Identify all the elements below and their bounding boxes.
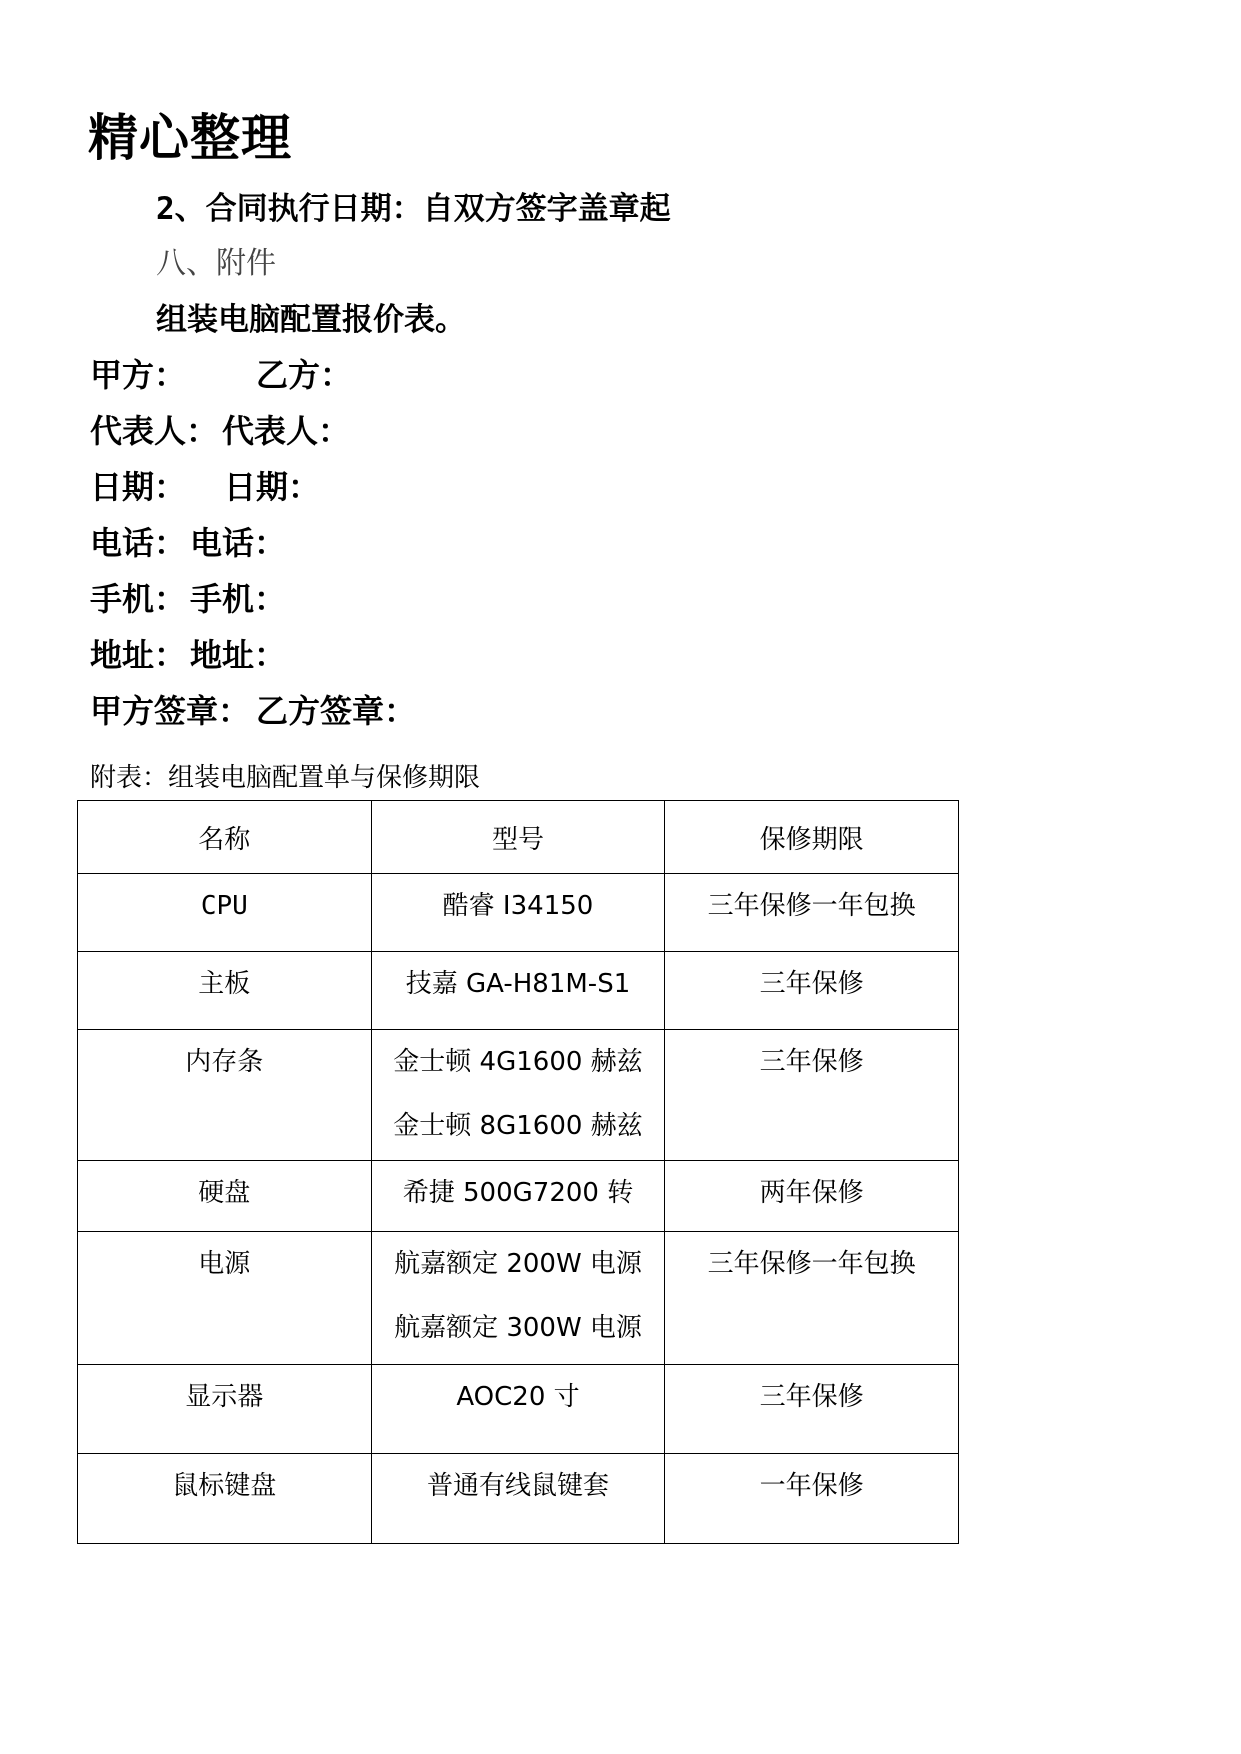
table-row bbox=[78, 952, 959, 1030]
configuration-table bbox=[77, 800, 959, 1544]
cell-name: 硬盘 bbox=[78, 1161, 372, 1232]
party-a-phone-label: 电话： bbox=[90, 524, 187, 562]
cell-model: 酷睿 I34150 bbox=[371, 874, 665, 952]
cell-warranty: 两年保修 bbox=[665, 1161, 959, 1232]
column-header-warranty: 保修期限 bbox=[665, 801, 959, 874]
cell-model: 希捷 500G7200 转 bbox=[371, 1161, 665, 1232]
table-row bbox=[78, 874, 959, 952]
cell-name: 电源 bbox=[78, 1232, 372, 1365]
page-header: 精心整理 bbox=[88, 109, 292, 167]
cell-name: CPU bbox=[78, 874, 372, 952]
cell-model: AOC20 寸 bbox=[371, 1365, 665, 1454]
cell-warranty: 三年保修 bbox=[665, 952, 959, 1030]
party-a-date-label: 日期： bbox=[90, 468, 187, 506]
cell-warranty: 三年保修一年包换 bbox=[665, 874, 959, 952]
cell-name: 主板 bbox=[78, 952, 372, 1030]
cell-model: 普通有线鼠键套 bbox=[371, 1454, 665, 1544]
cell-warranty: 三年保修 bbox=[665, 1030, 959, 1161]
column-header-model: 型号 bbox=[371, 801, 665, 874]
party-b-representative-label: 代表人： bbox=[222, 412, 351, 450]
party-a-label: 甲方： bbox=[90, 356, 187, 394]
attachment-title: 组装电脑配置报价表。 bbox=[156, 302, 466, 338]
table-row bbox=[78, 1030, 959, 1161]
cell-name: 显示器 bbox=[78, 1365, 372, 1454]
table-row bbox=[78, 1365, 959, 1454]
cell-name: 鼠标键盘 bbox=[78, 1454, 372, 1544]
party-b-mobile-label: 手机： bbox=[190, 580, 287, 618]
party-b-phone-label: 电话： bbox=[190, 524, 287, 562]
cell-model: 技嘉 GA-H81M-S1 bbox=[371, 952, 665, 1030]
party-b-label: 乙方： bbox=[256, 356, 353, 394]
party-a-seal-label: 甲方签章： bbox=[90, 692, 251, 730]
cell-name: 内存条 bbox=[78, 1030, 372, 1161]
table-caption: 附表：组装电脑配置单与保修期限 bbox=[90, 763, 481, 793]
section-heading-attachment: 八、附件 bbox=[156, 246, 276, 281]
contract-date-clause: 2、合同执行日期：自双方签字盖章起 bbox=[156, 191, 671, 227]
cell-warranty: 一年保修 bbox=[665, 1454, 959, 1544]
table-header-row bbox=[78, 801, 959, 874]
party-a-representative-label: 代表人： bbox=[90, 412, 219, 450]
cell-model: 航嘉额定 200W 电源 航嘉额定 300W 电源 bbox=[371, 1232, 665, 1365]
party-a-mobile-label: 手机： bbox=[90, 580, 187, 618]
cell-model: 金士顿 4G1600 赫兹 金士顿 8G1600 赫兹 bbox=[371, 1030, 665, 1161]
table-row bbox=[78, 1454, 959, 1544]
table-row bbox=[78, 1161, 959, 1232]
cell-warranty: 三年保修一年包换 bbox=[665, 1232, 959, 1365]
party-a-address-label: 地址： bbox=[90, 636, 187, 674]
cell-warranty: 三年保修 bbox=[665, 1365, 959, 1454]
party-b-seal-label: 乙方签章： bbox=[256, 692, 417, 730]
party-b-date-label: 日期： bbox=[224, 468, 321, 506]
party-b-address-label: 地址： bbox=[190, 636, 287, 674]
table-row bbox=[78, 1232, 959, 1365]
column-header-name: 名称 bbox=[78, 801, 372, 874]
